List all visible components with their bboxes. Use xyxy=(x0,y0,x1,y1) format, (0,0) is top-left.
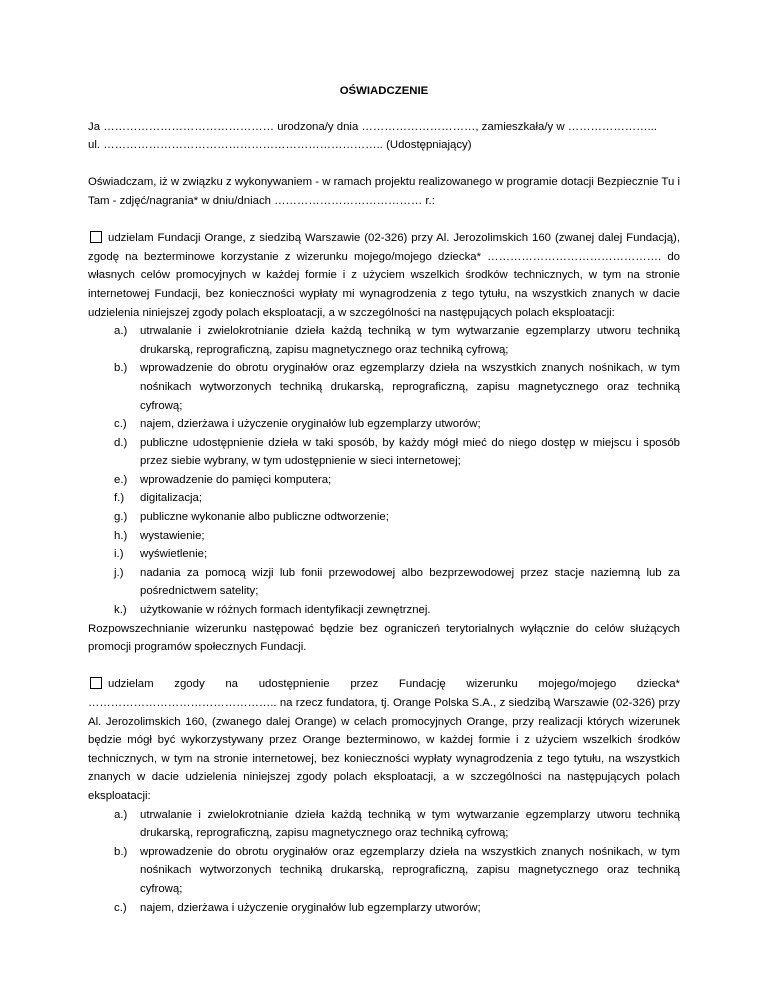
section-1-text: udzielam Fundacji Orange, z siedzibą Warszawie (02-326) przy Al. Jerozolimskich 160 (zwanej dalej Fundacją), zgodę na bezterminowe korzystanie z wizerunku mojego/mojego dziecka* ………………………………………. do własnych celów promocyjnych w każdej formie i z użyciem wszelkich środków technicznych, w tym na stronie internetowej Fundacji, bez konieczności wypłaty mi wynagrodzenia z tego tytułu, na wszystkich znanych w dacie udzielenia niniejszej zgody polach eksploatacji, a w szczególności na następujących polach eksploatacji: xyxy=(88,232,680,319)
list-item xyxy=(88,508,680,527)
section-1-closing: Rozpowszechnianie wizerunku następować będzie bez ograniczeń terytorialnych wyłącznie do celów służących promocji programów społecznych Fundacji. xyxy=(88,622,680,654)
list-marker: g.) xyxy=(114,511,128,524)
intro-line-2: ul. ……………………………………………………………….. (Udostępniający) xyxy=(88,139,472,152)
section-2-list xyxy=(88,806,680,918)
list-marker: e.) xyxy=(114,473,128,486)
list-marker: b.) xyxy=(114,845,128,858)
list-item xyxy=(88,527,680,546)
list-marker: h.) xyxy=(114,529,128,542)
intro-line-1: Ja ……………………………………… urodzona/y dnia …………………………, zamieszkała/y w …………………... xyxy=(88,120,657,133)
consent-checkbox-2[interactable] xyxy=(90,677,102,689)
list-item-text: wystawienie; xyxy=(140,529,205,542)
list-item xyxy=(88,434,680,471)
list-marker: c.) xyxy=(114,418,127,431)
section-2-paragraph xyxy=(88,675,680,805)
list-item-text: najem, dzierżawa i użyczenie oryginałów lub egzemplarzy utworów; xyxy=(140,901,481,914)
document-title: OŚWIADCZENIE xyxy=(339,85,429,97)
list-item-text: najem, dzierżawa i użyczenie oryginałów lub egzemplarzy utworów; xyxy=(140,418,481,431)
consent-checkbox-1[interactable] xyxy=(90,231,102,243)
list-item-text: publiczne wykonanie albo publiczne odtworzenie; xyxy=(140,511,389,524)
list-marker: b.) xyxy=(114,362,128,375)
list-marker: f.) xyxy=(114,492,125,505)
list-item-text: nadania za pomocą wizji lub fonii przewodowej albo bezprzewodowej przez stacje naziemną lub za pośrednictwem satelity; xyxy=(140,566,680,598)
list-item-text: digitalizacja; xyxy=(140,492,203,505)
list-item xyxy=(88,564,680,601)
list-item xyxy=(88,806,680,843)
list-marker: j.) xyxy=(114,566,124,579)
list-item-text: wprowadzenie do obrotu oryginałów oraz egzemplarzy dzieła na wszystkich znanych nośnikach, w tym nośnikach wytworzonych techniką drukarską, reprograficzną, zapisu magnetycznego oraz techniką cyfrową; xyxy=(140,845,680,895)
declaration-text: Oświadczam, iż w związku z wykonywaniem - w ramach projektu realizowanego w programie dotacji Bezpiecznie Tu i Tam - zdjęć/nagrania* w dniu/dniach ………………………………… r.: xyxy=(88,176,680,207)
section-1-list xyxy=(88,322,680,620)
list-item xyxy=(88,545,680,564)
section-2-text: udzielam zgody na udostępnienie przez Fundację wizerunku mojego/mojego dziecka* ………………………………………….. na rzecz fundatora, tj. Orange Polska S.A., z siedzibą Warszawie (02-326) przy Al. Jerozolimskich 160, (zwanego dalej Orange) w celach promocyjnych Orange, przy realizacji których wizerunek będzie mógł być wykorzystywany przez Orange bezterminowo, w każdej formie i z użyciem wszelkich środków technicznych, w tym na stronie internetowej, bez konieczności wypłaty wynagrodzenia z tego tytułu, na wszystkich znanych w dacie udzielenia niniejszej zgody polach eksploatacji, a w szczególności na następujących polach eksploatacji: xyxy=(88,678,680,802)
list-item xyxy=(88,843,680,899)
list-marker: i.) xyxy=(114,548,124,561)
list-item-text: wyświetlenie; xyxy=(140,548,208,561)
list-item xyxy=(88,471,680,490)
list-item-text: wprowadzenie do pamięci komputera; xyxy=(140,473,332,486)
document-content xyxy=(88,82,680,917)
list-item xyxy=(88,415,680,434)
list-marker: d.) xyxy=(114,436,128,449)
list-marker: a.) xyxy=(114,808,128,821)
list-item-text: publiczne udostępnienie dzieła w taki sposób, by każdy mógł mieć do niego dostęp w miejscu i sposób przez siebie wybrany, w tym udostępnienie w sieci internetowej; xyxy=(140,436,680,468)
list-item xyxy=(88,899,680,918)
list-item xyxy=(88,322,680,359)
list-item xyxy=(88,489,680,508)
section-1-paragraph xyxy=(88,229,680,322)
list-item-text: utrwalanie i zwielokrotnianie dzieła każdą techniką w tym wytwarzanie egzemplarzy utworu techniką drukarską, reprograficzną, zapisu magnetycznego oraz techniką cyfrową; xyxy=(140,325,680,356)
list-marker: a.) xyxy=(114,325,128,338)
list-marker: k.) xyxy=(114,604,127,617)
list-item-text: użytkowanie w różnych formach identyfikacji zewnętrznej. xyxy=(140,604,431,617)
list-marker: c.) xyxy=(114,901,127,914)
list-item xyxy=(88,359,680,415)
list-item-text: utrwalanie i zwielokrotnianie dzieła każdą techniką w tym wytwarzanie egzemplarzy utworu techniką drukarską, reprograficzną, zapisu magnetycznego oraz techniką cyfrową; xyxy=(140,808,680,840)
list-item xyxy=(88,601,680,620)
list-item-text: wprowadzenie do obrotu oryginałów oraz egzemplarzy dzieła na wszystkich znanych nośnikach, w tym nośnikach wytworzonych techniką drukarską, reprograficzną, zapisu magnetycznego oraz techniką cyfrową; xyxy=(140,362,680,412)
